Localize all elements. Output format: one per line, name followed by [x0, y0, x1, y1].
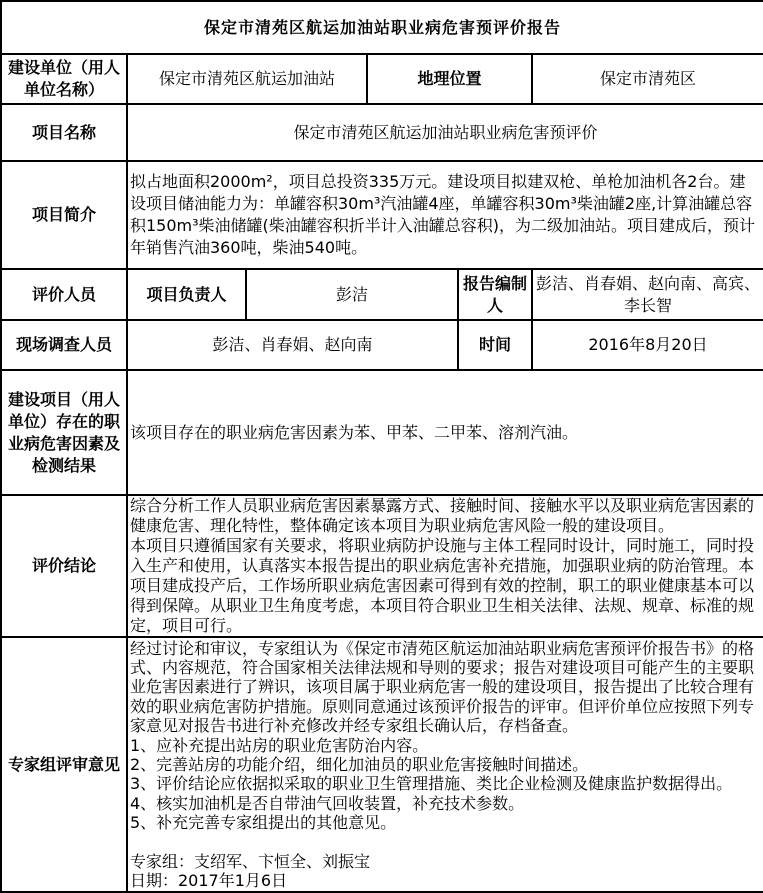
site-investigators-label: 现场调查人员: [1, 320, 127, 370]
hazard-factors-text: 该项目存在的职业病危害因素为苯、甲苯、二甲苯、溶剂汽油。: [127, 370, 763, 495]
expert-review-label: 专家组评审意见: [1, 637, 127, 892]
row-conclusion: [1, 495, 763, 637]
row-project-name: [1, 104, 763, 161]
hazard-factors-label: 建设项目（用人单位）存在的职业病危害因素及检测结果: [1, 370, 127, 495]
row-project-intro: [1, 161, 763, 269]
page-title: 保定市清苑区航运加油站职业病危害预评价报告: [1, 1, 763, 54]
project-leader-name: 彭洁: [246, 269, 458, 320]
row-hazard-factors: [1, 370, 763, 495]
row-evaluators: [1, 269, 763, 320]
evaluators-label: 评价人员: [1, 269, 127, 320]
row-construction-unit: [1, 54, 763, 104]
construction-unit-value: 保定市清苑区航运加油站: [127, 54, 367, 104]
project-intro-label: 项目简介: [1, 161, 127, 269]
project-name-label: 项目名称: [1, 104, 127, 161]
report-compilers-label: 报告编制人: [458, 269, 532, 320]
project-name-value: 保定市清苑区航运加油站职业病危害预评价: [127, 104, 763, 161]
expert-review-text: 经过讨论和审议，专家组认为《保定市清苑区航运加油站职业病危害预评价报告书》的格式、内容规范，符合国家相关法律法规和导则的要求；报告对建设项目可能产生的主要职业危害因素进行了辨识，该项目属于职业病危害一般的建设项目，报告提出了比较合理有效的职业病危害防护措施。原则同意通过该预评价报告的评审。但评价单位应按照下列专家意见对报告书进行补充修改并经专家组长确认后，存档备查。 1、应补充提出站房的职业危害防治内容。 2、完善站房的功能介绍，细化加油员的职业危害接触时间描述。 3、评价结论应依据拟采取的职业卫生管理措施、类比企业检测及健康监护数据得出。 4、核实加油机是否自带油气回收装置，补充技术参数。 5、补充完善专家组提出的其他意见。 专家组：支绍军、卞恒全、刘振宝 日期：2017年1月6日: [127, 637, 763, 892]
project-leader-label: 项目负责人: [127, 269, 246, 320]
title-row: [1, 1, 763, 54]
location-label: 地理位置: [367, 54, 532, 104]
time-value: 2016年8月20日: [532, 320, 763, 370]
project-intro-text: 拟占地面积2000m²，项目总投资335万元。建设项目拟建双枪、单枪加油机各2台。建设项目储油能力为：单罐容积30m³汽油罐4座，单罐容积30m³柴油罐2座,计算油罐总容积150m³柴油储罐(柴油罐容积折半计入油罐总容积)，为二级加油站。项目建成后，预计年销售汽油360吨，柴油540吨。: [127, 161, 763, 269]
evaluation-conclusion-text: 综合分析工作人员职业病危害因素暴露方式、接触时间、接触水平以及职业病危害因素的健康危害、理化特性，整体确定该本项目为职业病危害风险一般的建设项目。 本项目只遵循国家有关要求，将职业病防护设施与主体工程同时设计，同时施工，同时投入生产和使用，认真落实本报告提出的职业病危害补充措施，加强职业病的防治管理。本项目建成投产后，工作场所职业病危害因素可得到有效的控制，职工的职业健康基本可以得到保障。从职业卫生角度考虑，本项目符合职业卫生相关法律、法规、规章、标准的规定，项目可行。: [127, 495, 763, 637]
row-expert-review: [1, 637, 763, 892]
time-label: 时间: [458, 320, 532, 370]
report-compilers-names: 彭洁、肖春娟、赵向南、高宾、李长智: [532, 269, 763, 320]
row-site-survey: [1, 320, 763, 370]
site-investigators-names: 彭洁、肖春娟、赵向南: [127, 320, 458, 370]
construction-unit-label: 建设单位（用人单位名称）: [1, 54, 127, 104]
evaluation-conclusion-label: 评价结论: [1, 495, 127, 637]
location-value: 保定市清苑区: [532, 54, 763, 104]
